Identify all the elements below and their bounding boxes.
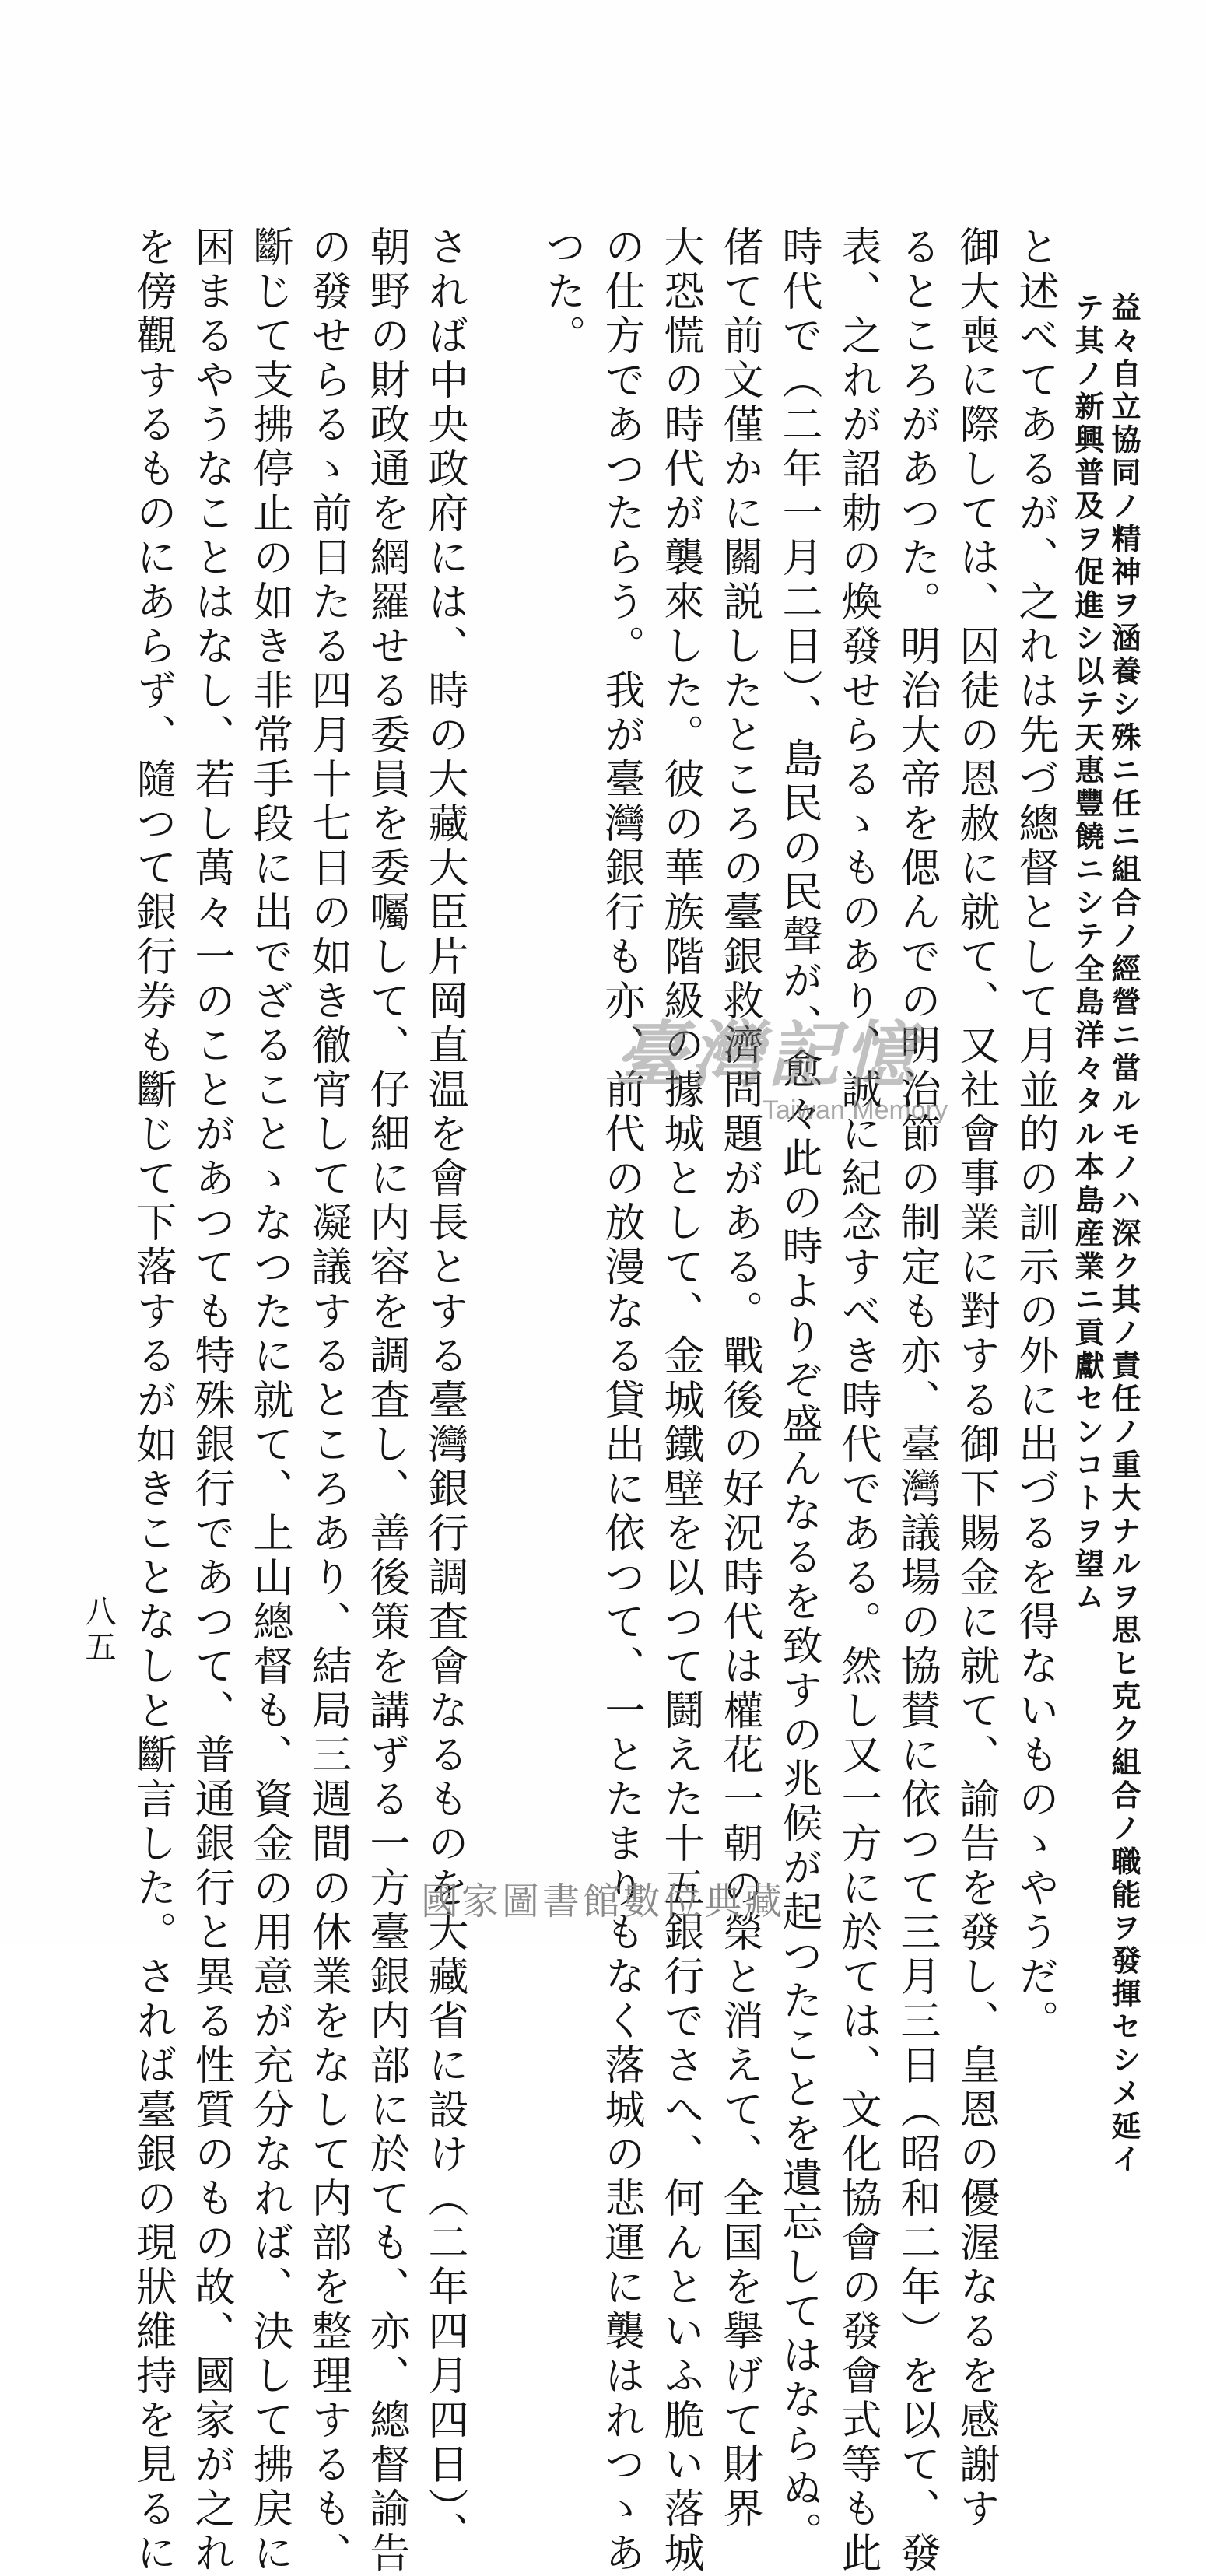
- text-column: 朝野の財政通を網羅せる委員を委囑して、仔細に内容を調査し、善後策を講ずる一方臺銀内部に於ても、亦、總督諭告: [363, 226, 409, 2576]
- taiwan-memory-watermark: [615, 1013, 948, 1128]
- library-footer: 國家圖書館數位典藏: [420, 1880, 785, 1923]
- watermark-chinese-text: 臺灣記憶: [615, 1013, 920, 1097]
- quoted-edict-line-2: テ其ノ新興普及ヲ促進シ以テ天惠豐饒ニシテ全島洋々タル本島産業ニ貢獻センコトヲ望ム: [1070, 292, 1105, 1614]
- text-column: 御大喪に際しては、囚徒の恩赦に就て、又社會事業に對する御下賜金に就て、諭告を發し、皇恩の優渥なるを感謝す: [952, 226, 999, 2532]
- text-column: 大恐慌の時代が襲來した。彼の華族階級の據城として、金城鐵壁を以つて鬪えた十五銀行でさへ、何んといふ脆い落城: [657, 226, 703, 2576]
- text-column: 表、之れが詔勅の煥發せらるゝものあり、誠に紀念すべき時代である。然し又一方に於ては、文化協會の發會式等も此: [834, 226, 881, 2576]
- page-number: 八五: [80, 1595, 116, 1667]
- text-column: 時代で（二年一月二日）、島民の民聲が、愈々此の時よりぞ盛んなるを致すの兆候が起つたことを遺忘してはならぬ。: [775, 226, 822, 2556]
- watermark-english-text: Taiwan Memory: [763, 1095, 948, 1125]
- quoted-edict-line-1: 益々自立協同ノ精神ヲ涵養シ殊ニ任ニ組合ノ經營ニ當ルモノハ深ク其ノ責任ノ重大ナルヲ思ヒ克ク組合ノ職能ヲ發揮セシメ延イ: [1106, 292, 1141, 2177]
- text-column: つた。: [538, 226, 585, 359]
- text-column: の仕方であつたらう。我が臺灣銀行も亦、前代の放漫なる貸出に依つて、一とたまりもなく落城の悲運に襲はれつゝあ: [598, 226, 644, 2576]
- text-column: の發せらるゝ前日たる四月十七日の如き徹宵して凝議するところあり、結局三週間の休業をなして内部を整理するも、: [304, 226, 351, 2576]
- text-column: を傍觀するものにあらず、隨つて銀行券も斷じて下落するが如きことなしと斷言した。されば臺銀の現狀維持を見るに: [129, 226, 176, 2576]
- text-column: と述べてあるが、之れは先づ總督として月並的の訓示の外に出づるを得ないものゝやうだ。: [1011, 226, 1058, 2044]
- text-column: されば中央政府には、時の大藏大臣片岡直温を會長とする臺灣銀行調査會なるものを大藏省に設け（二年四月四日）、: [421, 226, 468, 2556]
- text-column: 斷じて支拂停止の如き非常手段に出でざることゝなつたに就て、上山總督も、資金の用意が充分なれば、決して拂戻に: [246, 226, 293, 2576]
- text-column: 偖て前文僅かに關説したところの臺銀救濟問題がある。戰後の好況時代は權花一朝の榮と消えて、全国を擧げて財界: [716, 226, 763, 2532]
- text-column: るところがあつた。明治大帝を偲んでの明治節の制定も亦、臺灣議場の協賛に依つて三月三日（昭和二年）を以て、發: [893, 226, 940, 2576]
- text-column: 困まるやうなことはなし、若し萬々一のことがあつても特殊銀行であつて、普通銀行と異る性質のもの故、國家が之れ: [188, 226, 234, 2576]
